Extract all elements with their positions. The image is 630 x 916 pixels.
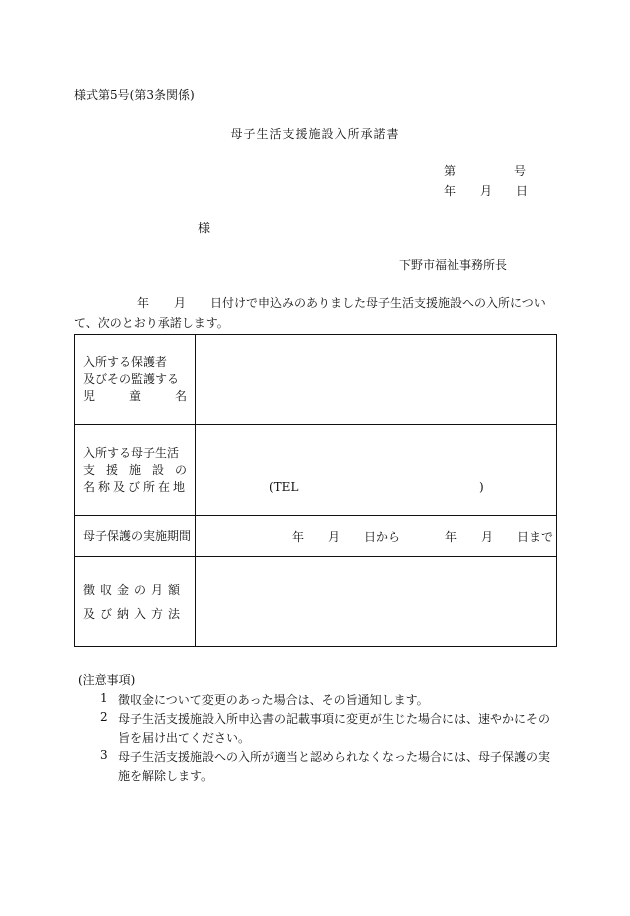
number-dai: 第 <box>444 164 457 178</box>
label-fee-line2: 及び納入方法 <box>83 606 186 621</box>
label-guardian-line3 <box>83 388 187 405</box>
period-to-year: 年 <box>445 530 458 544</box>
note-number: 2 <box>100 710 108 724</box>
label-char: 設 <box>151 462 164 477</box>
label-facility <box>75 425 196 516</box>
intro-month: 月 <box>174 296 187 310</box>
note-number: 3 <box>100 748 108 762</box>
note-number: 1 <box>100 691 108 705</box>
label-guardian <box>75 335 196 425</box>
label-char: の <box>174 462 187 477</box>
table-row-facility <box>75 425 557 516</box>
label-facility-line2 <box>83 462 187 479</box>
date-day: 日 <box>516 184 529 198</box>
label-char: 童 <box>128 389 141 403</box>
label-char: 施 <box>128 462 141 477</box>
label-char: 援 <box>105 462 118 477</box>
notes-heading: (注意事項) <box>78 673 136 687</box>
label-facility-line3: 名称及び所在地 <box>83 479 189 494</box>
value-fee[interactable] <box>196 557 557 647</box>
intro-line-2: て、次のとおり承諾します。 <box>74 316 229 330</box>
consent-form-table <box>74 334 557 647</box>
value-period[interactable] <box>196 516 557 557</box>
note-text: 母子生活支援施設への入所が適当と認められなくなった場合には、母子保護の実 <box>118 750 551 764</box>
table-row-guardian <box>75 335 557 425</box>
note-text-continued: 旨を届け出てください。 <box>118 731 251 745</box>
label-guardian-text1: 入所する保護者 <box>83 355 168 369</box>
label-fee-line1: 徴収金の月額 <box>83 582 186 597</box>
addressee-honorific: 様 <box>198 221 211 235</box>
tel-open: (TEL <box>269 480 299 494</box>
value-guardian[interactable] <box>196 335 557 425</box>
document-title: 母子生活支援施設入所承諾書 <box>230 127 400 141</box>
label-facility-line1: 入所する母子生活 <box>83 445 180 460</box>
period-to-month: 月 <box>481 530 494 544</box>
value-facility[interactable] <box>196 425 557 516</box>
number-go: 号 <box>514 164 527 178</box>
issuer-name: 下野市福祉事務所長 <box>399 258 508 272</box>
label-char: 支 <box>83 462 96 477</box>
label-guardian-line2: 及びその監護する <box>83 372 180 386</box>
label-guardian-line1 <box>83 354 187 371</box>
period-from-day: 日から <box>364 530 401 544</box>
intro-year: 年 <box>137 296 150 310</box>
note-text: 徴収金について変更のあった場合は、その旨通知します。 <box>118 693 429 707</box>
period-from-month: 月 <box>328 530 341 544</box>
form-number: 様式第5号(第3条関係) <box>74 88 195 102</box>
date-year: 年 <box>444 184 457 198</box>
intro-text: 日付けで申込みのありました母子生活支援施設への入所につい <box>210 296 546 310</box>
note-text-continued: 施を解除します。 <box>118 769 214 783</box>
period-to-day: 日まで <box>517 530 554 544</box>
tel-close: ) <box>479 480 484 494</box>
label-char: 名 <box>174 389 187 403</box>
label-period <box>75 516 196 557</box>
period-from-year: 年 <box>292 530 305 544</box>
table-row-period <box>75 516 557 557</box>
label-fee <box>75 557 196 647</box>
label-period-text: 母子保護の実施期間 <box>83 528 192 543</box>
note-text: 母子生活支援施設入所申込書の記載事項に変更が生じた場合には、速やかにその <box>118 712 551 726</box>
date-month: 月 <box>480 184 493 198</box>
table-row-fee <box>75 557 557 647</box>
label-char: 児 <box>83 389 96 403</box>
